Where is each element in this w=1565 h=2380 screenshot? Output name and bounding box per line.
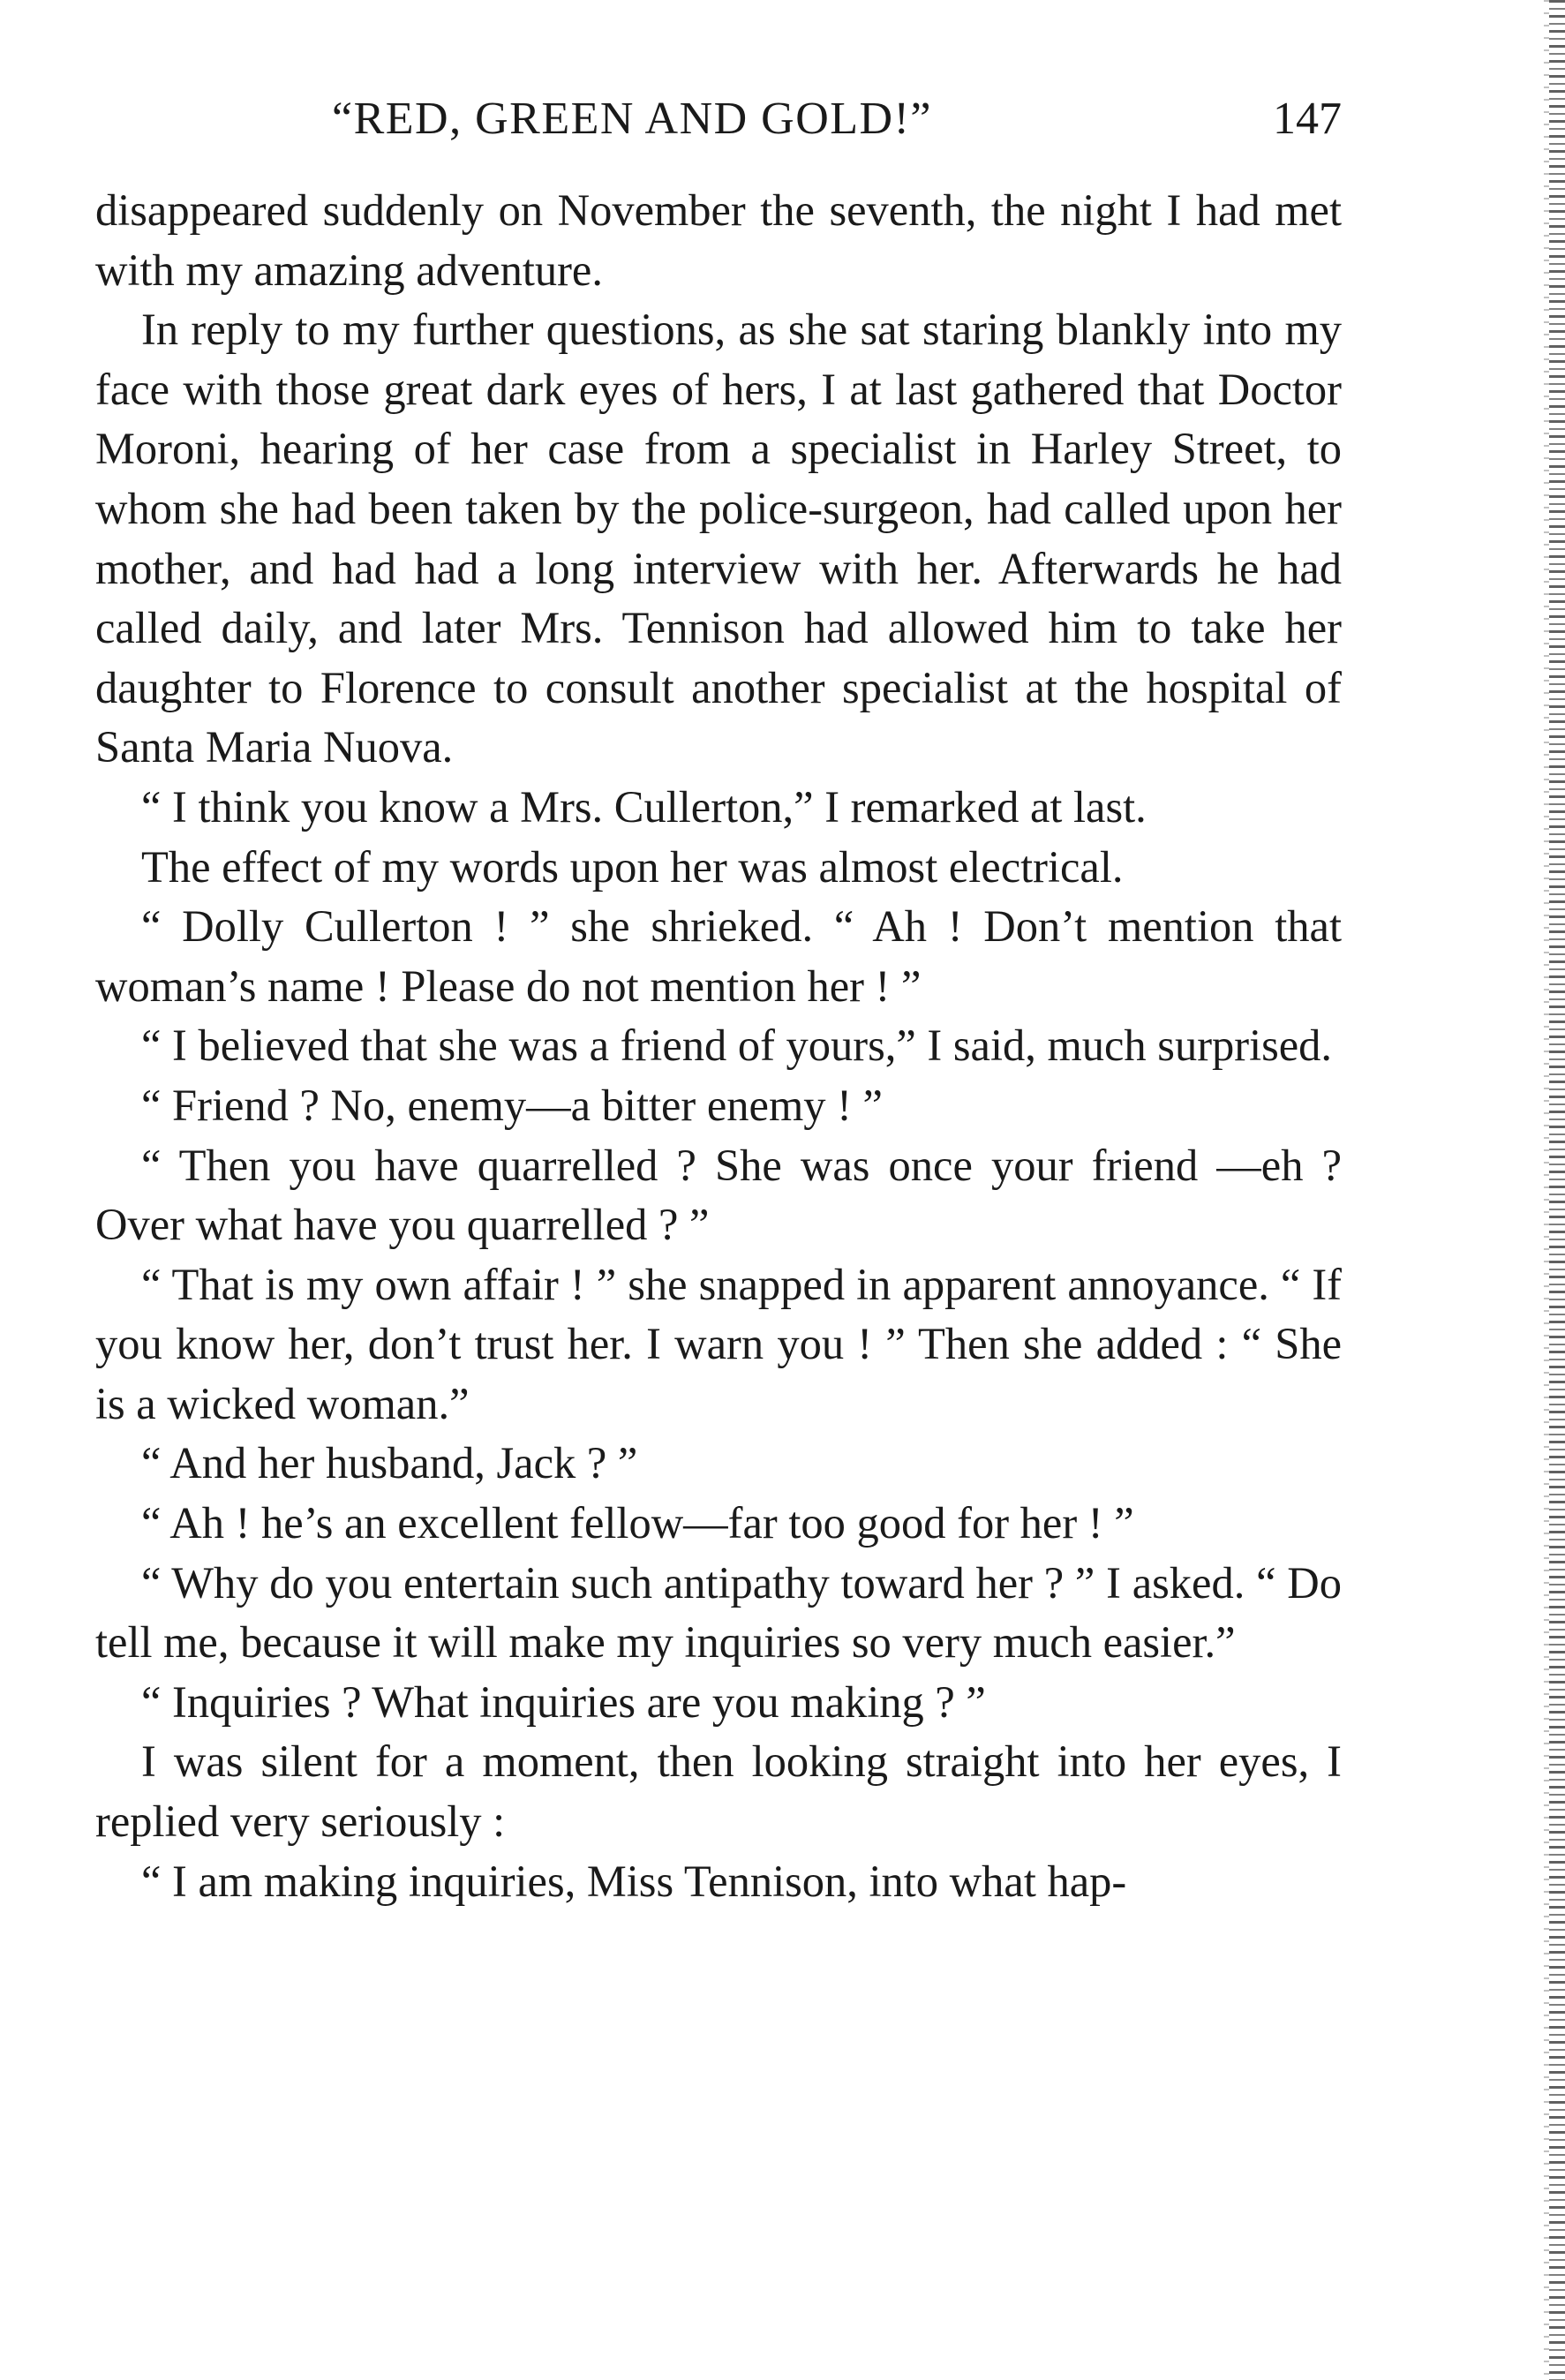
- paragraph-7: “ Friend ? No, enemy—a bitter enemy ! ”: [141, 1080, 883, 1130]
- paragraph-6: “ I believed that she was a friend of yours,” I said, much surprised.: [141, 1021, 1333, 1071]
- paragraph-8: “ Then you have quarrelled ? She was once your friend —eh ? Over what have you quarrelled ? ”: [95, 1140, 1342, 1250]
- page-edge: [1549, 0, 1565, 2380]
- paragraph-1: disappeared suddenly on November the seventh, the night I had met with my amazing adventure.: [95, 185, 1342, 295]
- running-title: “RED, GREEN AND GOLD!”: [332, 94, 933, 144]
- paragraph-4: The effect of my words upon her was almost electrical.: [141, 841, 1124, 892]
- paragraph-13: “ Inquiries ? What inquiries are you making ? ”: [141, 1676, 986, 1727]
- paragraph-12: “ Why do you entertain such antipathy toward her ? ” I asked. “ Do tell me, because it will make my inquiries so very much easier.”: [95, 1557, 1342, 1668]
- paragraph-14: I was silent for a moment, then looking straight into her eyes, I replied very seriously :: [95, 1736, 1342, 1847]
- page-number: 147: [1273, 94, 1342, 144]
- body-text: [95, 181, 1342, 1911]
- running-head: [95, 93, 1342, 154]
- paragraph-9: “ That is my own affair ! ” she snapped in apparent annoyance. “ If you know her, don’t trust her. I warn you ! ” Then she added : “ She is a wicked woman.”: [95, 1259, 1342, 1428]
- paragraph-3: “ I think you know a Mrs. Cullerton,” I remarked at last.: [141, 781, 1147, 832]
- paragraph-11: “ Ah ! he’s an excellent fellow—far too good for her ! ”: [141, 1498, 1134, 1548]
- paragraph-10: “ And her husband, Jack ? ”: [141, 1438, 638, 1488]
- paragraph-2: In reply to my further questions, as she sat staring blankly into my face with those great dark eyes of hers, I at last gathered that Doctor Moroni, hearing of her case from a specialist in Harley Street, to whom she had been taken by the police-surgeon, had called upon her mother, and had had a long interview with her. Afterwards he had called daily, and later Mrs. Tennison had allowed him to take her daughter to Florence to consult another specialist at the hospital of Santa Maria Nuova.: [95, 305, 1342, 772]
- paragraph-15: “ I am making inquiries, Miss Tennison, into what hap-: [141, 1856, 1127, 1906]
- paragraph-5: “ Dolly Cullerton ! ” she shrieked. “ Ah ! Don’t mention that woman’s name ! Please do not mention her ! ”: [95, 901, 1342, 1011]
